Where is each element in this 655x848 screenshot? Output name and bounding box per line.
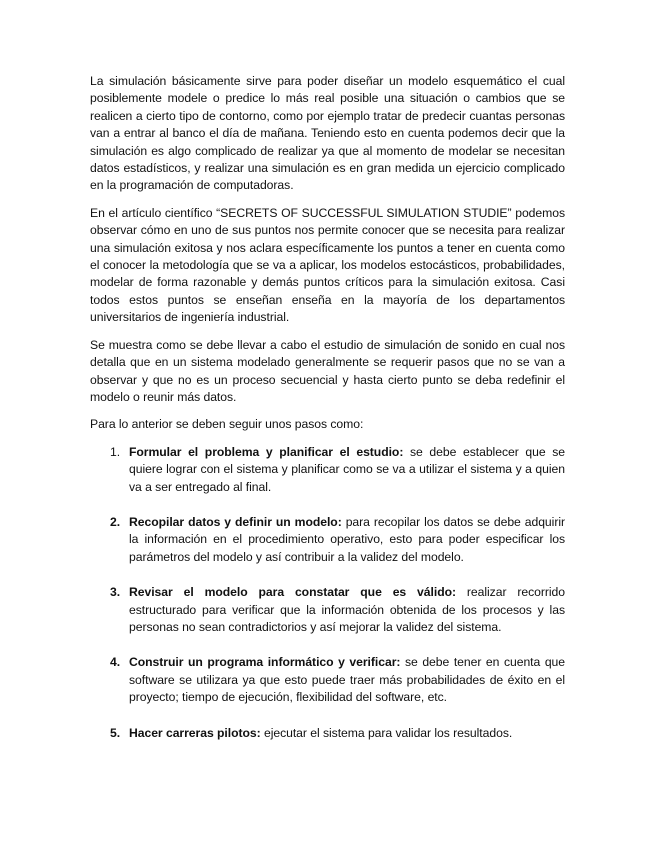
list-item	[90, 514, 565, 566]
document-page	[90, 73, 565, 760]
step-number: 4.	[110, 655, 121, 670]
step-title: Recopilar datos y definir un modelo:	[129, 514, 342, 529]
step-title: Formular el problema y planificar el estudio:	[129, 444, 404, 459]
paragraph-study: Se muestra como se debe llevar a cabo el estudio de simulación de sonido en cual nos detalla que en un sistema modelado generalmente se requerir pasos que no se van a observar y que no es un proceso secuencial y hasta cierto punto se deba redefinir el modelo o reunir más datos.	[90, 337, 565, 404]
step-text: ejecutar el sistema para validar los resultados.	[260, 725, 513, 740]
paragraph-steps-intro: Para lo anterior se deben seguir unos pasos como:	[90, 417, 364, 432]
step-text: para recopilar los datos se debe adquirir la información en el procedimiento operativo, esto para poder especificar los parámetros del modelo y así contribuir a la validez del modelo.	[129, 514, 565, 564]
step-title: Revisar el modelo para constatar que es válido:	[129, 585, 456, 600]
list-item	[90, 654, 565, 706]
step-number: 3.	[110, 585, 121, 600]
step-text: realizar recorrido estructurado para verificar que la información obtenida de los procesos y las personas no sean contradictorios y así mejorar la validez del sistema.	[129, 585, 566, 634]
paragraph-intro: La simulación básicamente sirve para poder diseñar un modelo esquemático el cual posiblemente modele o predice lo más real posible una situación o cambios que se realicen a cierto tipo de contorno, como por ejemplo tratar de predecir cuantas personas van a entrar al banco el día de mañana. Teniendo esto en cuenta podemos decir que la simulación es algo complicado de realizar ya que al momento de modelar se necesitan datos estadísticos, y realizar una simulación es en gran medida un ejercicio complicado en la programación de computadoras.	[90, 74, 565, 193]
step-text: se debe establecer que se quiere lograr con el sistema y planificar como se va a utilizar el sistema y a quien va a ser entregado al final.	[129, 444, 565, 494]
paragraph-article: En el artículo científico “SECRETS OF SUCCESSFUL SIMULATION STUDIE” podemos observar cómo en uno de sus puntos nos permite conocer que se necesita para realizar una simulación exitosa y nos aclara específicamente los puntos a tener en cuenta como el conocer la metodología que se va a aplicar, los modelos estocásticos, probabilidades, modelar de forma razonable y demás puntos críticos para la simulación exitosa. Casi todos estos puntos se enseñan enseña en la mayoría de los departamentos universitarios de ingeniería industrial.	[90, 205, 565, 325]
steps-list	[90, 444, 565, 742]
step-title: Hacer carreras pilotos:	[129, 725, 261, 740]
list-item	[90, 725, 565, 742]
list-item	[90, 584, 565, 636]
step-number: 5.	[110, 725, 121, 740]
step-number: 2.	[110, 514, 121, 529]
step-number: 1.	[110, 444, 121, 459]
list-item	[90, 444, 565, 496]
step-title: Construir un programa informático y verificar:	[129, 655, 401, 670]
step-text: se debe tener en cuenta que software se utilizara ya que esto puede traer más probabilidades de éxito en el proyecto; tiempo de ejecución, flexibilidad del software, etc.	[129, 655, 566, 705]
